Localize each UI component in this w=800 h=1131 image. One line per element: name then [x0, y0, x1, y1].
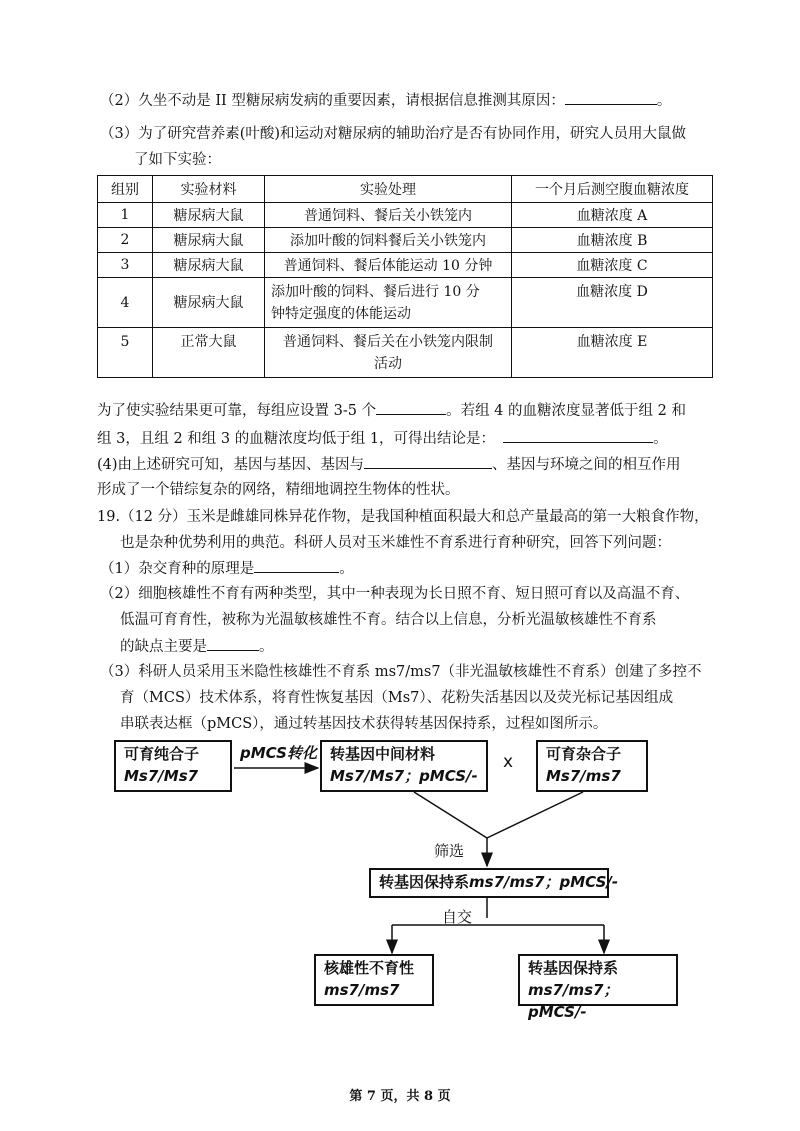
cell-result: 血糖浓度 D: [512, 278, 713, 328]
box-genotype: ms7/ms7；pMCS/-: [469, 873, 619, 891]
q19-sub2-line1: （2）细胞核雄性不育有两种类型，其中一种表现为长日照不育、短日照可育以及高温不育、: [100, 586, 690, 602]
question-4-line2: 形成了一个错综复杂的网络，精细地调控生物体的性状。: [97, 482, 460, 498]
treatment-line1: 添加叶酸的饲料、餐后进行 10 分: [271, 283, 480, 300]
cell-result: 血糖浓度 E: [512, 328, 713, 378]
selfing-label: 自交: [442, 908, 473, 926]
cell-material: 糖尿病大鼠: [153, 278, 265, 328]
text: 的缺点主要是: [120, 639, 207, 655]
box-genotype: ms7/ms7: [324, 981, 400, 999]
cell-material: 糖尿病大鼠: [153, 228, 265, 253]
question-3-line2: 了如下实验：: [134, 152, 221, 168]
box-genotype: ms7/ms7；pMCS/-: [528, 981, 619, 1021]
cell-treatment: 添加叶酸的饲料餐后关小铁笼内: [265, 228, 512, 253]
text: （1）杂交育种的原理是: [100, 561, 255, 577]
box-genotype: Ms7/Ms7；pMCS/-: [330, 767, 478, 785]
cell-result: 血糖浓度 B: [512, 228, 713, 253]
header-treatment: 实验处理: [265, 176, 512, 203]
transform-label: [240, 742, 317, 763]
box-fertile-heterozygote: [536, 740, 648, 792]
question-19-line1: 19.（12 分）玉米是雌雄同株异花作物，是我国种植面积最大和总产量最高的第一大粮食作物，: [97, 509, 709, 525]
header-group: 组别: [98, 176, 153, 203]
text: 。: [653, 431, 668, 447]
header-material: 实验材料: [153, 176, 265, 203]
cell-treatment: 普通饲料、餐后关小铁笼内: [265, 203, 512, 228]
box-maintainer-line: [369, 868, 619, 898]
box-transgenic-maintainer: [518, 954, 678, 1021]
treatment-line2: 钟特定强度的体能运动: [271, 305, 411, 322]
box-fertile-homozygote: [114, 740, 232, 792]
cell-group: 4: [98, 278, 153, 328]
q19-sub2-line2: 低温可育育性，被称为光温敏核雄性不育。结合以上信息，分析光温敏核雄性不育系: [120, 612, 657, 628]
text: 。: [339, 561, 354, 577]
q19-sub3-line3: 串联表达框（pMCS），通过转基因技术获得转基因保持系，过程如图所示。: [120, 716, 608, 732]
cell-material: 正常大鼠: [153, 328, 265, 378]
q19-sub3-line2: 育（MCS）技术体系，将育性恢复基因（Ms7）、花粉失活基因以及荧光标记基因组成: [120, 690, 674, 706]
text: 。: [259, 639, 274, 655]
treatment-line1: 普通饲料、餐后关在小铁笼内限制: [283, 333, 493, 350]
cell-group: 1: [98, 203, 153, 228]
text: 组 3，且组 2 和组 3 的血糖浓度均低于组 1，可得出结论是：: [97, 431, 496, 447]
cell-result: 血糖浓度 A: [512, 203, 713, 228]
box-title: 转基因保持系: [528, 959, 619, 977]
text: 。若组 4 的血糖浓度显著低于组 2 和: [446, 403, 686, 419]
box-title: 可育杂合子: [546, 745, 622, 763]
text: 为了使实验结果更可靠，每组应设置 3-5 个: [97, 403, 377, 419]
question-19-line2: 也是杂种优势利用的典范。科研人员对玉米雄性不育系进行育种研究，回答下列问题：: [120, 535, 671, 551]
page-footer: 第 7 页，共 8 页: [349, 1089, 451, 1104]
cell-group: 3: [98, 253, 153, 278]
cell-treatment: 普通饲料、餐后体能运动 10 分钟: [265, 253, 512, 278]
cell-material: 糖尿病大鼠: [153, 203, 265, 228]
cell-group: 2: [98, 228, 153, 253]
screen-label: 筛选: [434, 842, 465, 860]
cross-line-right: [487, 792, 583, 838]
box-genotype: Ms7/ms7: [546, 767, 621, 785]
question-3-line1: （3）为了研究营养素(叶酸)和运动对糖尿病的辅助治疗是否有协同作用，研究人员用大鼠做: [100, 126, 687, 142]
box-title: 转基因中间材料: [330, 745, 436, 763]
q19-sub3-line1: （3）科研人员采用玉米隐性核雄性不育系 ms7/ms7（非光温敏核雄性不育系）创建了多控不: [100, 664, 702, 680]
box-genotype: Ms7/Ms7: [124, 767, 199, 785]
question-2-text: （2）久坐不动是 II 型糖尿病发病的重要因素，请根据信息推测其原因：: [100, 93, 565, 109]
treatment-line2: 活动: [374, 355, 402, 372]
box-title: 可育纯合子: [124, 745, 200, 763]
cell-group: 5: [98, 328, 153, 378]
cross-symbol: x: [503, 752, 514, 772]
box-title: 核雄性不育性: [324, 959, 415, 977]
header-result: 一个月后测空腹血糖浓度: [512, 176, 713, 203]
box-title: 转基因保持系: [379, 873, 470, 891]
text: pMCS转化: [240, 744, 317, 762]
cell-result: 血糖浓度 C: [512, 253, 713, 278]
text: 、基因与环境之间的相互作用: [492, 457, 681, 473]
cell-material: 糖尿病大鼠: [153, 253, 265, 278]
box-male-sterile: [314, 954, 434, 1006]
box-intermediate-material: [320, 740, 488, 792]
text: (4)由上述研究可知，基因与基因、基因与: [97, 457, 365, 473]
punct: 。: [656, 93, 672, 109]
cross-line-left: [414, 792, 487, 838]
